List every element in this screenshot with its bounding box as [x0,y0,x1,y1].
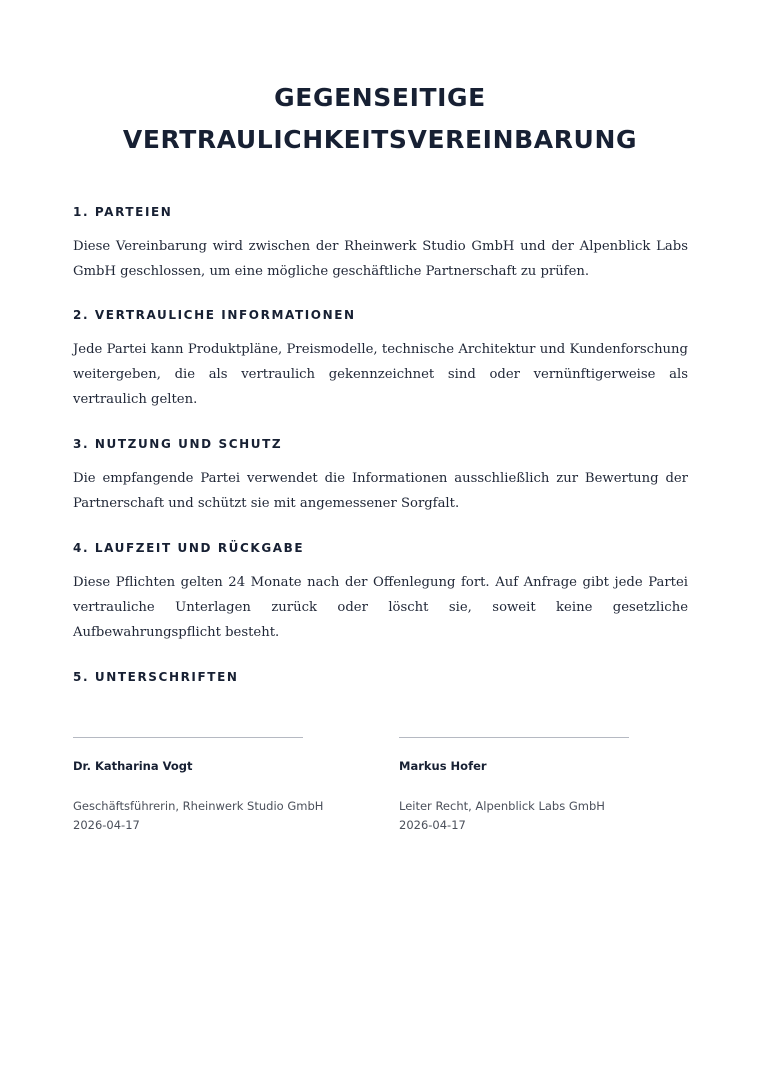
section-text: Diese Pflichten gelten 24 Monate nach der Offenlegung fort. Auf Anfrage gibt jede Partei vertrauliche Unterlagen zurück oder löscht sie, soweit keine gesetzliche Aufbewahrungspflicht besteht. [73,575,688,640]
section-heading: 1. PARTEIEN [73,205,173,219]
signature-line [399,737,629,738]
section-heading: 2. VERTRAULICHE INFORMATIONEN [73,308,356,322]
section-unterschriften [73,669,688,685]
section-heading: 3. NUTZUNG UND SCHUTZ [73,437,283,451]
signature-line [73,737,303,738]
signatory-role: Leiter Recht, Alpenblick Labs GmbH [399,799,605,813]
section-vertrauliche-informationen [73,307,688,412]
signature-block-alpenblick [399,737,639,835]
section-text: Die empfangende Partei verwendet die Informationen ausschließlich zur Bewertung der Partnerschaft und schützt sie mit angemessener Sorgfalt. [73,471,688,511]
signatory-role: Geschäftsführerin, Rheinwerk Studio GmbH [73,799,324,813]
document-title [40,77,720,161]
section-text: Diese Vereinbarung wird zwischen der Rheinwerk Studio GmbH und der Alpenblick Labs GmbH geschlossen, um eine mögliche geschäftliche Partnerschaft zu prüfen. [73,239,688,279]
section-text: Jede Partei kann Produktpläne, Preismodelle, technische Architektur und Kundenforschung weitergeben, die als vertraulich gekennzeichnet sind oder vernünftigerweise als vertraulich gelten. [73,342,688,407]
section-laufzeit-und-rueckgabe [73,540,688,645]
signatory-name: Dr. Katharina Vogt [73,759,193,773]
document-title-line-1: GEGENSEITIGE [274,83,486,112]
section-heading: 4. LAUFZEIT UND RÜCKGABE [73,541,305,555]
signature-block-rheinwerk [73,737,324,835]
signatory-name: Markus Hofer [399,759,487,773]
section-parteien [73,204,688,284]
section-heading: 5. UNTERSCHRIFTEN [73,670,239,684]
signature-date: 2026-04-17 [73,818,140,832]
document-title-line-2: VERTRAULICHKEITSVEREINBARUNG [122,125,638,154]
section-nutzung-und-schutz [73,436,688,516]
signature-date: 2026-04-17 [399,818,466,832]
